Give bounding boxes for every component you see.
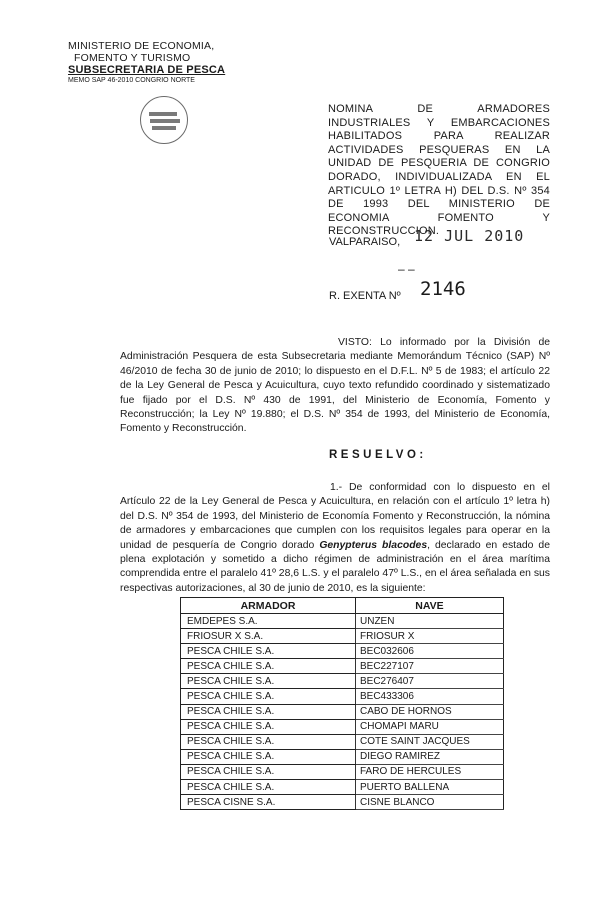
resuelvo-heading: RESUELVO: [329, 449, 427, 461]
armador-cell: PESCA CHILE S.A. [181, 734, 356, 749]
nave-cell: CABO DE HORNOS [356, 704, 504, 719]
armador-cell: PESCA CHILE S.A. [181, 749, 356, 764]
place-label: VALPARAISO, [329, 236, 401, 248]
armador-cell: PESCA CHILE S.A. [181, 704, 356, 719]
nave-cell: UNZEN [356, 614, 504, 629]
armador-cell: PESCA CHILE S.A. [181, 674, 356, 689]
species-name: Genypterus blacodes [319, 539, 428, 551]
resolution-label: R. EXENTA Nº [329, 290, 401, 302]
table-row [181, 719, 504, 734]
table-row [181, 629, 504, 644]
document-title: NOMINA DE ARMADORES INDUSTRIALES Y EMBARCACIONES HABILITADOS PARA REALIZAR ACTIVIDADES PESQUERAS EN LA UNIDAD DE PESQUERIA DE CONGRIO DORADO, INDIVIDUALIZADA EN EL ARTICULO 1º LETRA H) DEL D.S. Nº 354 DE 1993 DEL MINISTERIO DE ECONOMIA FOMENTO Y RECONSTRUCCION. [328, 103, 550, 238]
armador-cell: EMDEPES S.A. [181, 614, 356, 629]
nave-cell: BEC032606 [356, 644, 504, 659]
table-header-row [181, 598, 504, 614]
armador-cell: PESCA CHILE S.A. [181, 764, 356, 779]
resolution-number: 2146 [420, 278, 466, 300]
date-stamp: 12 JUL 2010 [414, 227, 525, 245]
table-row [181, 704, 504, 719]
separator-dashes: – – [398, 262, 415, 276]
nave-cell: COTE SAINT JACQUES [356, 734, 504, 749]
armador-cell: PESCA CISNE S.A. [181, 795, 356, 810]
nave-cell: CISNE BLANCO [356, 795, 504, 810]
table-row [181, 749, 504, 764]
article-1-text-a: 1.- De conformidad con lo dispuesto en el Artículo 22 de la Ley General de Pesca y Acuicultura, en relación con el artículo 1º letra h) del D.S. Nº 354 de 1993, del Ministerio de Economía Fomento y Reconstrucción, la nómina de armadores y embarcaciones que cumplen con los requisitos legales para operar en la unidad de pesquería de Congrio dorado [120, 482, 550, 551]
column-header-nave: NAVE [356, 598, 504, 614]
armador-cell: PESCA CHILE S.A. [181, 719, 356, 734]
nave-cell: FARO DE HERCULES [356, 764, 504, 779]
memo-reference: MEMO SAP 46-2010 CONGRIO NORTE [68, 77, 195, 84]
table-body [181, 614, 504, 810]
official-stamp [140, 96, 188, 144]
nave-cell: PUERTO BALLENA [356, 780, 504, 795]
armador-cell: PESCA CHILE S.A. [181, 659, 356, 674]
nave-cell: CHOMAPI MARU [356, 719, 504, 734]
subsecretaria-name: SUBSECRETARIA DE PESCA [68, 64, 226, 76]
vessel-table [180, 597, 504, 810]
table-row [181, 659, 504, 674]
nave-cell: FRIOSUR X [356, 629, 504, 644]
table-row [181, 780, 504, 795]
nave-cell: DIEGO RAMIREZ [356, 749, 504, 764]
ministry-name: MINISTERIO DE ECONOMIA, [68, 40, 215, 52]
nave-cell: BEC276407 [356, 674, 504, 689]
table-row [181, 689, 504, 704]
table-row [181, 674, 504, 689]
table-row [181, 734, 504, 749]
table-row [181, 764, 504, 779]
armador-cell: PESCA CHILE S.A. [181, 644, 356, 659]
article-1-paragraph [120, 481, 550, 596]
table-row [181, 795, 504, 810]
nave-cell: BEC227107 [356, 659, 504, 674]
armador-cell: FRIOSUR X S.A. [181, 629, 356, 644]
visto-paragraph: VISTO: Lo informado por la División de Administración Pesquera de esta Subsecretaria mediante Memorándum Técnico (SAP) Nº 46/2010 de fecha 30 de junio de 2010; lo dispuesto en el D.F.L. Nº 5 de 1983; el artículo 22 de la Ley General de Pesca y Acuicultura, cuyo texto refundido coordinado y sistematizado fue fijado por el D.S. Nº 430 de 1991, del Ministerio de Economía, Fomento y Reconstrucción; la Ley Nº 19.880; el D.S. Nº 354 de 1993, del Ministerio de Economía, Fomento y Reconstrucción. [120, 337, 550, 435]
issuer-header [68, 40, 225, 85]
table-row [181, 644, 504, 659]
ministry-subname: FOMENTO Y TURISMO [74, 52, 191, 64]
armador-cell: PESCA CHILE S.A. [181, 689, 356, 704]
column-header-armador: ARMADOR [181, 598, 356, 614]
article-1-text-b: , declarado en estado de plena explotación y sometido a dicho régimen de administración en el área marítima comprendida entre el paralelo 41º 28,6 L.S. y el paralelo 47º L.S., en el área señalada en sus respectivas autorizaciones, al 30 de junio de 2010, es la siguiente: [120, 539, 550, 594]
table-row [181, 614, 504, 629]
armador-cell: PESCA CHILE S.A. [181, 780, 356, 795]
nave-cell: BEC433306 [356, 689, 504, 704]
